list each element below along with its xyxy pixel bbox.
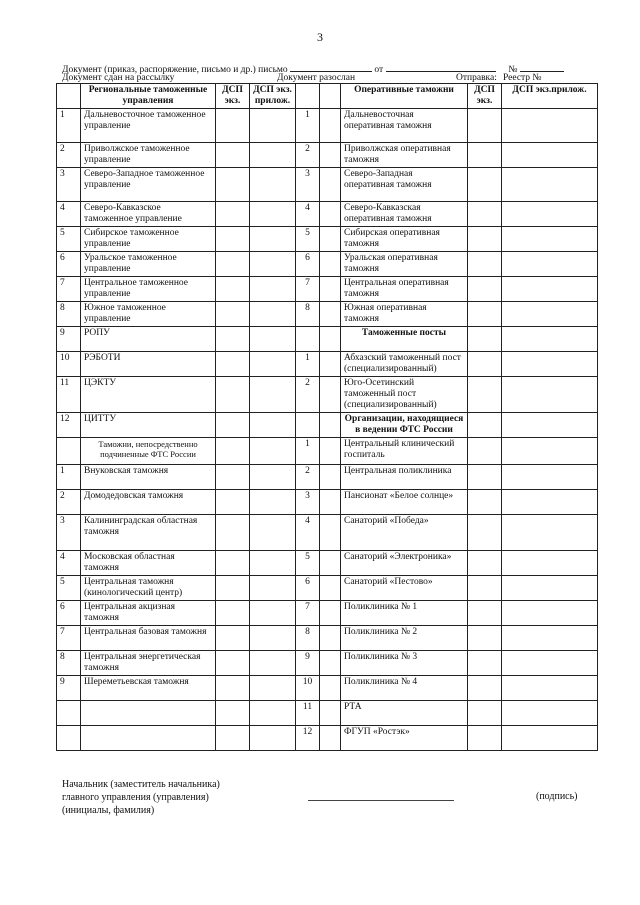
table-row <box>57 277 598 302</box>
right-name: ФГУП «Ростэк» <box>341 726 468 751</box>
left-number: 6 <box>57 252 81 277</box>
left-dsp-copies[interactable] <box>216 490 250 515</box>
table-row <box>57 252 598 277</box>
left-dsp-copies[interactable] <box>216 438 250 465</box>
table-row <box>57 413 598 438</box>
left-dsp-copies[interactable] <box>216 302 250 327</box>
right-empty <box>320 676 341 701</box>
left-dsp-attachments[interactable] <box>250 726 296 751</box>
left-number: 9 <box>57 327 81 352</box>
right-name: Санаторий «Победа» <box>341 515 468 551</box>
left-dsp-attachments[interactable] <box>250 576 296 601</box>
right-number: 4 <box>296 515 320 551</box>
right-number: 7 <box>296 601 320 626</box>
left-name: Северо-Кавказское таможенное управление <box>81 202 216 227</box>
right-dsp-copies[interactable] <box>468 227 502 252</box>
left-number: 6 <box>57 601 81 626</box>
right-number: 1 <box>296 438 320 465</box>
left-number: 5 <box>57 576 81 601</box>
right-number: 6 <box>296 576 320 601</box>
header-dsp-copies: ДСП экз. <box>216 84 250 109</box>
from-label: от <box>374 65 384 75</box>
left-dsp-attachments[interactable] <box>250 377 296 413</box>
left-name: Домодедовская таможня <box>81 490 216 515</box>
table-row <box>57 327 598 352</box>
table-row <box>57 202 598 227</box>
right-dsp-attachments[interactable] <box>502 302 598 327</box>
right-dsp-attachments[interactable] <box>502 551 598 576</box>
right-dsp-copies[interactable] <box>468 676 502 701</box>
left-number: 8 <box>57 651 81 676</box>
right-empty <box>320 576 341 601</box>
right-dsp-attachments[interactable] <box>502 626 598 651</box>
right-dsp-copies[interactable] <box>468 626 502 651</box>
number-field[interactable] <box>520 62 564 72</box>
left-name: Центральная энергетическая таможня <box>81 651 216 676</box>
left-dsp-copies[interactable] <box>216 202 250 227</box>
right-dsp-attachments[interactable] <box>502 227 598 252</box>
left-dsp-attachments[interactable] <box>250 352 296 377</box>
left-name: Сибирское таможенное управление <box>81 227 216 252</box>
table-row <box>57 109 598 143</box>
footer-line-2: главного управления (управления) <box>62 792 209 803</box>
left-number: 4 <box>57 551 81 576</box>
left-dsp-attachments[interactable] <box>250 438 296 465</box>
left-dsp-copies[interactable] <box>216 676 250 701</box>
right-empty <box>320 651 341 676</box>
left-number: 2 <box>57 143 81 168</box>
right-name: Поликлиника № 1 <box>341 601 468 626</box>
right-dsp-attachments[interactable] <box>502 601 598 626</box>
left-dsp-attachments[interactable] <box>250 701 296 726</box>
right-dsp-copies[interactable] <box>468 601 502 626</box>
left-dsp-copies[interactable] <box>216 377 250 413</box>
table-row <box>57 651 598 676</box>
left-name: ЦИТТУ <box>81 413 216 438</box>
right-empty <box>320 277 341 302</box>
left-name: ЦЭКТУ <box>81 377 216 413</box>
right-empty <box>320 168 341 202</box>
table-row <box>57 576 598 601</box>
left-name: Таможни, непосредственно подчиненные ФТС России <box>81 438 216 465</box>
left-number: 3 <box>57 168 81 202</box>
right-number: 8 <box>296 302 320 327</box>
right-name: Северо-Кавказская оперативная таможня <box>341 202 468 227</box>
left-name: Центральное таможенное управление <box>81 277 216 302</box>
right-dsp-copies[interactable] <box>468 327 502 352</box>
left-dsp-attachments[interactable] <box>250 626 296 651</box>
right-dsp-attachments[interactable] <box>502 726 598 751</box>
right-number: 4 <box>296 202 320 227</box>
right-number <box>296 413 320 438</box>
left-number: 10 <box>57 352 81 377</box>
left-name: РОПУ <box>81 327 216 352</box>
left-dsp-attachments[interactable] <box>250 252 296 277</box>
letter-field[interactable] <box>290 62 372 72</box>
right-number: 12 <box>296 726 320 751</box>
right-dsp-attachments[interactable] <box>502 252 598 277</box>
right-empty <box>320 490 341 515</box>
left-dsp-attachments[interactable] <box>250 168 296 202</box>
right-dsp-attachments[interactable] <box>502 352 598 377</box>
left-number: 5 <box>57 227 81 252</box>
right-empty <box>320 601 341 626</box>
left-dsp-copies[interactable] <box>216 327 250 352</box>
right-name: Сибирская оперативная таможня <box>341 227 468 252</box>
left-dsp-copies[interactable] <box>216 143 250 168</box>
signature-label: (подпись) <box>536 791 578 802</box>
table-row <box>57 601 598 626</box>
right-name: Поликлиника № 3 <box>341 651 468 676</box>
left-dsp-copies[interactable] <box>216 515 250 551</box>
right-dsp-attachments[interactable] <box>502 413 598 438</box>
header-operational: Оперативные таможни <box>341 84 468 109</box>
left-dsp-attachments[interactable] <box>250 143 296 168</box>
left-name: Калининградская областная таможня <box>81 515 216 551</box>
right-empty <box>320 227 341 252</box>
right-name: Абхазский таможенный пост (специализированный) <box>341 352 468 377</box>
left-name <box>81 701 216 726</box>
right-number: 6 <box>296 252 320 277</box>
left-name: РЭБОТИ <box>81 352 216 377</box>
left-dsp-copies[interactable] <box>216 227 250 252</box>
right-name: Дальневосточная оперативная таможня <box>341 109 468 143</box>
right-dsp-copies[interactable] <box>468 143 502 168</box>
distribution-table <box>56 83 598 751</box>
left-dsp-attachments[interactable] <box>250 277 296 302</box>
table-row <box>57 515 598 551</box>
right-dsp-attachments[interactable] <box>502 377 598 413</box>
right-dsp-attachments[interactable] <box>502 490 598 515</box>
left-number: 1 <box>57 465 81 490</box>
right-dsp-copies[interactable] <box>468 252 502 277</box>
left-number: 2 <box>57 490 81 515</box>
table-row <box>57 701 598 726</box>
right-empty <box>320 352 341 377</box>
right-dsp-attachments[interactable] <box>502 202 598 227</box>
right-dsp-copies[interactable] <box>468 413 502 438</box>
right-dsp-attachments[interactable] <box>502 651 598 676</box>
left-dsp-copies[interactable] <box>216 726 250 751</box>
left-name: Внуковская таможня <box>81 465 216 490</box>
right-name: Санаторий «Электроника» <box>341 551 468 576</box>
right-empty <box>320 438 341 465</box>
header-regional: Региональные таможенные управления <box>81 84 216 109</box>
right-name: Санаторий «Пестово» <box>341 576 468 601</box>
left-dsp-copies[interactable] <box>216 701 250 726</box>
sent-label: Документ сдан на рассылку <box>62 73 175 83</box>
right-dsp-attachments[interactable] <box>502 143 598 168</box>
footer-line-1: Начальник (заместитель начальника) <box>62 779 220 790</box>
right-empty <box>320 551 341 576</box>
right-name: Центральная оперативная таможня <box>341 277 468 302</box>
right-name: Поликлиника № 4 <box>341 676 468 701</box>
table-row <box>57 143 598 168</box>
left-number: 12 <box>57 413 81 438</box>
table-row <box>57 676 598 701</box>
right-number: 1 <box>296 109 320 143</box>
left-dsp-attachments[interactable] <box>250 490 296 515</box>
left-number: 1 <box>57 109 81 143</box>
left-dsp-copies[interactable] <box>216 465 250 490</box>
left-number: 9 <box>57 676 81 701</box>
right-name: Южная оперативная таможня <box>341 302 468 327</box>
right-number: 2 <box>296 143 320 168</box>
left-name: Центральная акцизная таможня <box>81 601 216 626</box>
right-dsp-attachments[interactable] <box>502 109 598 143</box>
right-empty <box>320 252 341 277</box>
right-name: Центральная поликлиника <box>341 465 468 490</box>
right-name: Юго-Осетинский таможенный пост (специализированный) <box>341 377 468 413</box>
left-name: Московская областная таможня <box>81 551 216 576</box>
left-dsp-attachments[interactable] <box>250 676 296 701</box>
right-dsp-copies[interactable] <box>468 352 502 377</box>
left-dsp-copies[interactable] <box>216 109 250 143</box>
left-name: Уральское таможенное управление <box>81 252 216 277</box>
left-name: Центральная таможня (кинологический центр) <box>81 576 216 601</box>
right-dsp-copies[interactable] <box>468 551 502 576</box>
right-dsp-copies[interactable] <box>468 302 502 327</box>
right-number: 10 <box>296 676 320 701</box>
left-dsp-copies[interactable] <box>216 352 250 377</box>
right-empty <box>320 109 341 143</box>
table-row <box>57 352 598 377</box>
right-empty <box>320 377 341 413</box>
left-number: 3 <box>57 515 81 551</box>
right-empty <box>320 626 341 651</box>
header-empty <box>57 84 81 109</box>
right-number: 3 <box>296 168 320 202</box>
left-number: 7 <box>57 277 81 302</box>
left-dsp-copies[interactable] <box>216 601 250 626</box>
right-empty <box>320 465 341 490</box>
right-number <box>296 327 320 352</box>
left-dsp-copies[interactable] <box>216 252 250 277</box>
signature-block <box>62 778 220 817</box>
left-number <box>57 726 81 751</box>
date-field[interactable] <box>386 62 496 72</box>
right-dsp-copies[interactable] <box>468 726 502 751</box>
table-row <box>57 726 598 751</box>
right-dsp-copies[interactable] <box>468 168 502 202</box>
right-dsp-attachments[interactable] <box>502 465 598 490</box>
right-empty <box>320 726 341 751</box>
left-dsp-attachments[interactable] <box>250 202 296 227</box>
table-row <box>57 465 598 490</box>
left-dsp-copies[interactable] <box>216 277 250 302</box>
right-empty <box>320 515 341 551</box>
left-dsp-attachments[interactable] <box>250 465 296 490</box>
right-dsp-attachments[interactable] <box>502 438 598 465</box>
dispatch-label: Отправка: <box>456 73 497 83</box>
left-name: Шереметьевская таможня <box>81 676 216 701</box>
left-dsp-attachments[interactable] <box>250 227 296 252</box>
left-dsp-attachments[interactable] <box>250 551 296 576</box>
left-dsp-attachments[interactable] <box>250 651 296 676</box>
right-empty <box>320 327 341 352</box>
left-name: Приволжское таможенное управление <box>81 143 216 168</box>
table-row <box>57 168 598 202</box>
right-empty <box>320 143 341 168</box>
left-dsp-copies[interactable] <box>216 413 250 438</box>
table-row <box>57 626 598 651</box>
header-empty-num <box>320 84 341 109</box>
right-dsp-attachments[interactable] <box>502 676 598 701</box>
right-number: 3 <box>296 490 320 515</box>
left-name: Северо-Западное таможенное управление <box>81 168 216 202</box>
right-empty <box>320 202 341 227</box>
right-dsp-copies[interactable] <box>468 651 502 676</box>
table-row <box>57 302 598 327</box>
table-row <box>57 551 598 576</box>
signature-line[interactable] <box>308 800 454 801</box>
right-number: 7 <box>296 277 320 302</box>
left-number: 11 <box>57 377 81 413</box>
right-dsp-attachments[interactable] <box>502 277 598 302</box>
left-number: 4 <box>57 202 81 227</box>
registry-label: Реестр № <box>503 73 542 83</box>
right-dsp-copies[interactable] <box>468 465 502 490</box>
right-dsp-copies[interactable] <box>468 109 502 143</box>
right-empty <box>320 302 341 327</box>
left-name: Южное таможенное управление <box>81 302 216 327</box>
header-gap <box>296 84 320 109</box>
footer-line-3: (инициалы, фамилия) <box>62 805 155 816</box>
left-dsp-copies[interactable] <box>216 551 250 576</box>
right-dsp-copies[interactable] <box>468 701 502 726</box>
left-dsp-attachments[interactable] <box>250 302 296 327</box>
table-row <box>57 377 598 413</box>
right-number: 2 <box>296 377 320 413</box>
left-dsp-copies[interactable] <box>216 626 250 651</box>
right-empty <box>320 701 341 726</box>
document-label: Документ (приказ, распоряжение, письмо и др.) письмо <box>62 65 288 75</box>
right-number: 5 <box>296 227 320 252</box>
right-dsp-attachments[interactable] <box>502 168 598 202</box>
right-name: Северо-Западная оперативная таможня <box>341 168 468 202</box>
right-dsp-copies[interactable] <box>468 438 502 465</box>
left-number <box>57 701 81 726</box>
right-dsp-copies[interactable] <box>468 490 502 515</box>
table-row <box>57 227 598 252</box>
right-dsp-attachments[interactable] <box>502 327 598 352</box>
right-number: 2 <box>296 465 320 490</box>
right-empty <box>320 413 341 438</box>
right-number: 11 <box>296 701 320 726</box>
left-dsp-attachments[interactable] <box>250 109 296 143</box>
right-number: 1 <box>296 352 320 377</box>
right-dsp-attachments[interactable] <box>502 515 598 551</box>
left-dsp-attachments[interactable] <box>250 515 296 551</box>
right-number: 5 <box>296 551 320 576</box>
left-name <box>81 726 216 751</box>
left-name: Дальневосточное таможенное управление <box>81 109 216 143</box>
right-dsp-attachments[interactable] <box>502 576 598 601</box>
right-name: Приволжская оперативная таможня <box>341 143 468 168</box>
right-name: Центральный клинический госпиталь <box>341 438 468 465</box>
table-row <box>57 438 598 465</box>
right-dsp-copies[interactable] <box>468 202 502 227</box>
right-name: РТА <box>341 701 468 726</box>
right-dsp-copies[interactable] <box>468 277 502 302</box>
right-number: 9 <box>296 651 320 676</box>
header-dsp-attachments: ДСП экз. прилож. <box>250 84 296 109</box>
page-number: 3 <box>317 30 323 44</box>
distributed-label: Документ разослан <box>277 73 356 83</box>
right-name: Организации, находящиеся в ведении ФТС России <box>341 413 468 438</box>
left-number: 8 <box>57 302 81 327</box>
left-dsp-copies[interactable] <box>216 651 250 676</box>
header-dsp-copies-right: ДСП экз. <box>468 84 502 109</box>
right-name: Таможенные посты <box>341 327 468 352</box>
left-dsp-copies[interactable] <box>216 168 250 202</box>
number-sign: № <box>508 65 518 75</box>
left-dsp-attachments[interactable] <box>250 327 296 352</box>
table-header-row <box>57 84 598 109</box>
left-dsp-attachments[interactable] <box>250 601 296 626</box>
left-number <box>57 438 81 465</box>
table-row <box>57 490 598 515</box>
left-dsp-attachments[interactable] <box>250 413 296 438</box>
left-name: Центральная базовая таможня <box>81 626 216 651</box>
right-dsp-copies[interactable] <box>468 576 502 601</box>
right-number: 8 <box>296 626 320 651</box>
header-dsp-attachments-right: ДСП экз.прилож. <box>502 84 598 109</box>
left-number: 7 <box>57 626 81 651</box>
right-name: Пансионат «Белое солнце» <box>341 490 468 515</box>
right-dsp-attachments[interactable] <box>502 701 598 726</box>
left-dsp-copies[interactable] <box>216 576 250 601</box>
right-dsp-copies[interactable] <box>468 377 502 413</box>
right-dsp-copies[interactable] <box>468 515 502 551</box>
right-name: Уральская оперативная таможня <box>341 252 468 277</box>
right-name: Поликлиника № 2 <box>341 626 468 651</box>
